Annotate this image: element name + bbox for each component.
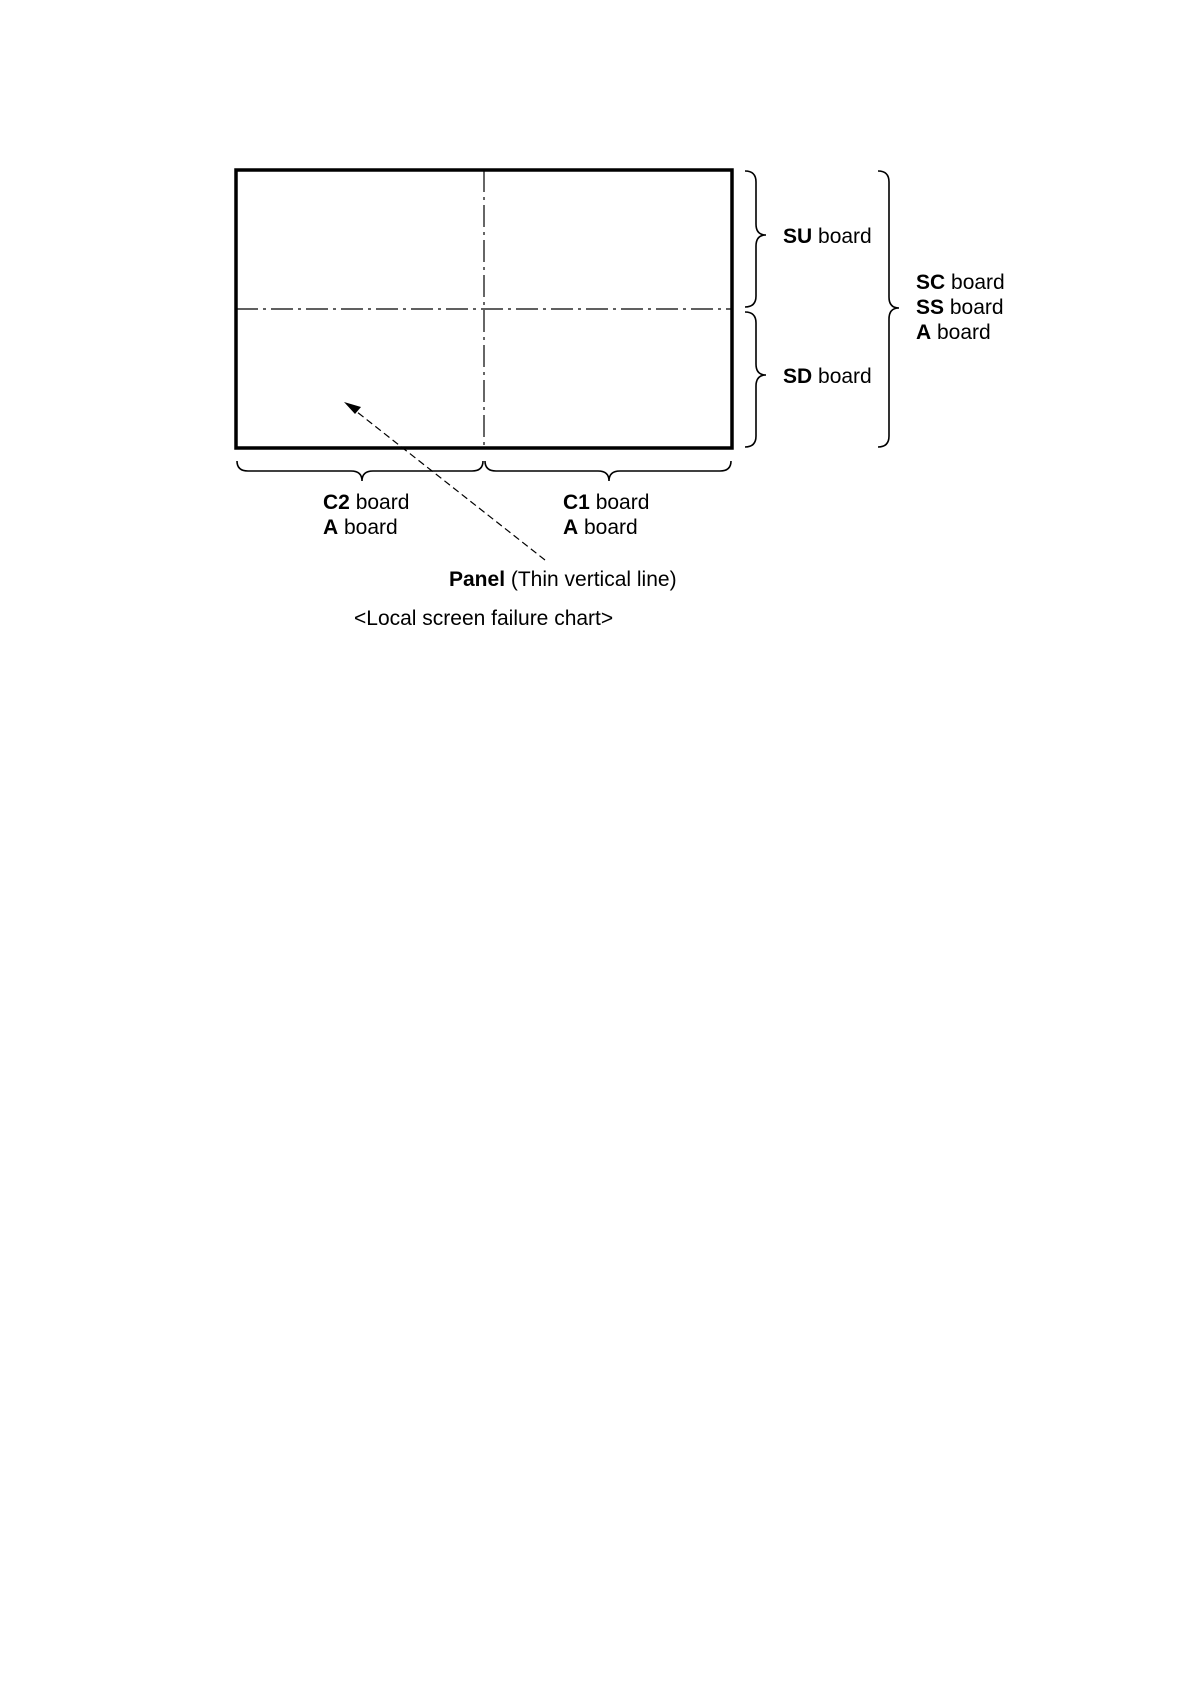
- panel-label: Panel (Thin vertical line): [449, 568, 677, 591]
- outer-right-brace: [878, 171, 899, 447]
- c2-brace: [237, 461, 483, 481]
- sc-board-label: SC board: [916, 271, 1005, 294]
- a-board-label-right: A board: [916, 321, 991, 344]
- c1-brace: [485, 461, 731, 481]
- arrowhead-icon: [344, 402, 361, 414]
- ss-board-label: SS board: [916, 296, 1004, 319]
- sd-brace: [745, 312, 766, 447]
- c2-board-label: C2 board: [323, 491, 410, 514]
- chart-caption: <Local screen failure chart>: [354, 607, 614, 630]
- sd-board-label: SD board: [783, 365, 872, 388]
- su-board-label: SU board: [783, 225, 872, 248]
- c1-board-label: C1 board: [563, 491, 650, 514]
- a-board-label-center: A board: [563, 516, 638, 539]
- su-brace: [745, 171, 766, 307]
- a-board-label-left: A board: [323, 516, 398, 539]
